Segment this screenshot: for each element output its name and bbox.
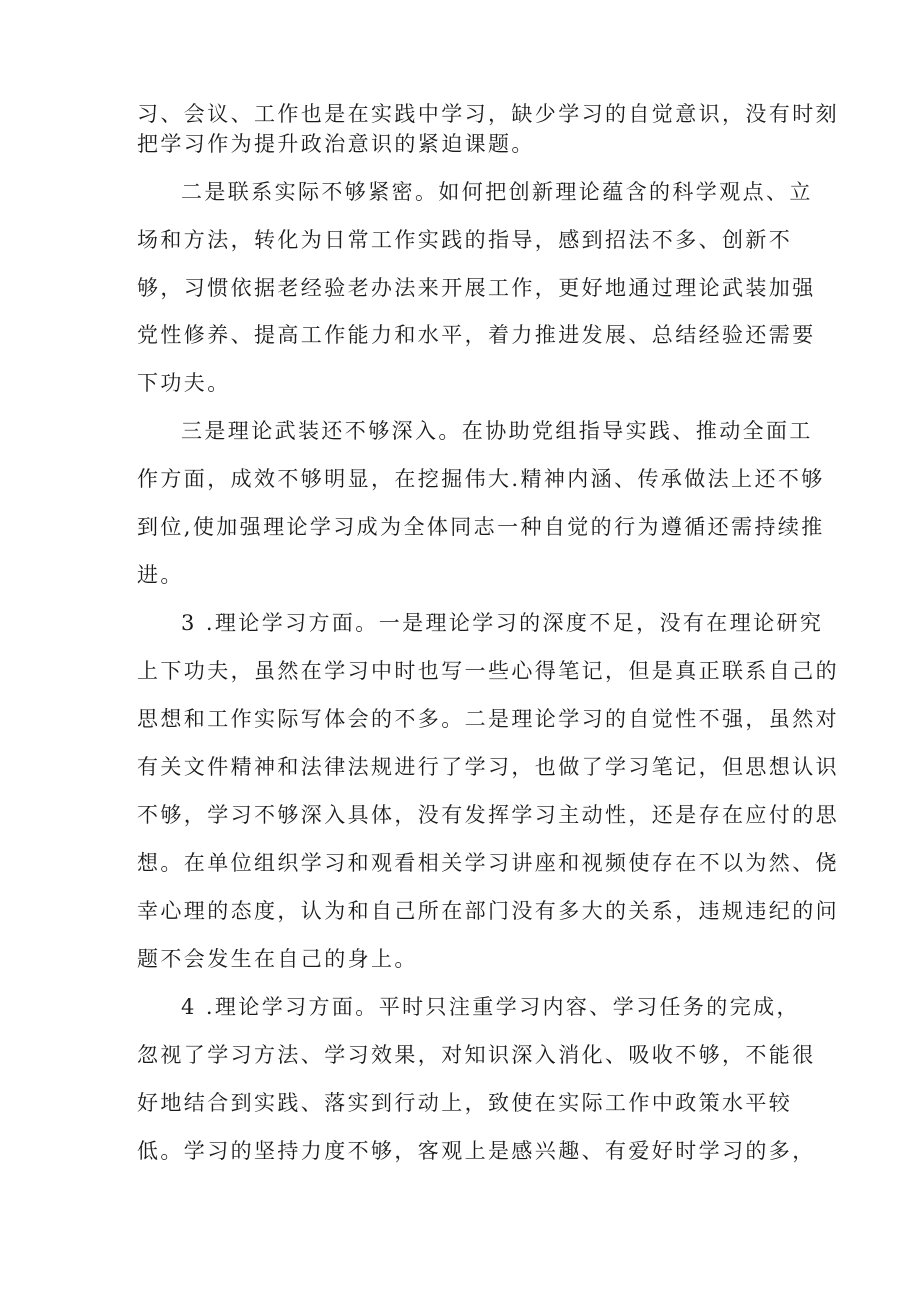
text-line: 上下功夫，虽然在学习中时也写一些心得笔记，但是真正联系自己的 <box>137 659 839 683</box>
text-line: 题不会发生在自己的身上。 <box>137 947 418 971</box>
text-line: 三是理论武装还不够深入。在协助党组指导实践、推动全面工 <box>181 419 813 443</box>
text-line: 把学习作为提升政治意识的紧迫课题。 <box>137 132 535 156</box>
text-line: 好地结合到实践、落实到行动上，致使在实际工作中政策水平较 <box>137 1091 793 1115</box>
text-line: 场和方法，转化为日常工作实践的指导，感到招法不多、创新不 <box>137 228 793 252</box>
text-line: 4 .理论学习方面。平时只注重学习内容、学习任务的完成， <box>181 995 800 1019</box>
text-line: 到位,使加强理论学习成为全体同志一种自觉的行为遵循还需持续推 <box>137 515 825 539</box>
text-line: 有关文件精神和法律法规进行了学习，也做了学习笔记，但思想认识 <box>137 755 839 779</box>
text-line: 二是联系实际不够紧密。如何把创新理论蕴含的科学观点、立 <box>181 180 813 204</box>
text-line: 进。 <box>137 563 184 587</box>
text-line: 作方面，成效不够明显，在挖掘伟大.精神内涵、传承做法上还不够 <box>137 467 825 491</box>
text-line: 幸心理的态度，认为和自己所在部门没有多大的关系，违规违纪的问 <box>137 899 839 923</box>
text-line: 党性修养、提高工作能力和水平，着力推进发展、总结经验还需要 <box>137 323 816 347</box>
text-line: 够，习惯依据老经验老办法来开展工作，更好地通过理论武装加强 <box>137 276 816 300</box>
text-line: 3 .理论学习方面。一是理论学习的深度不足，没有在理论研究 <box>181 611 824 635</box>
text-line: 低。学习的坚持力度不够，客观上是感兴趣、有爱好时学习的多， <box>137 1139 816 1163</box>
text-line: 不够，学习不够深入具体，没有发挥学习主动性，还是存在应付的思 <box>137 803 839 827</box>
text-line: 习、会议、工作也是在实践中学习，缺少学习的自觉意识，没有时刻 <box>137 102 839 126</box>
text-line: 想。在单位组织学习和观看相关学习讲座和视频使存在不以为然、侥 <box>137 851 839 875</box>
text-line: 忽视了学习方法、学习效果，对知识深入消化、吸收不够，不能很 <box>137 1043 816 1067</box>
text-line: 下功夫。 <box>137 371 231 395</box>
text-line: 思想和工作实际写体会的不多。二是理论学习的自觉性不强，虽然对 <box>137 707 839 731</box>
